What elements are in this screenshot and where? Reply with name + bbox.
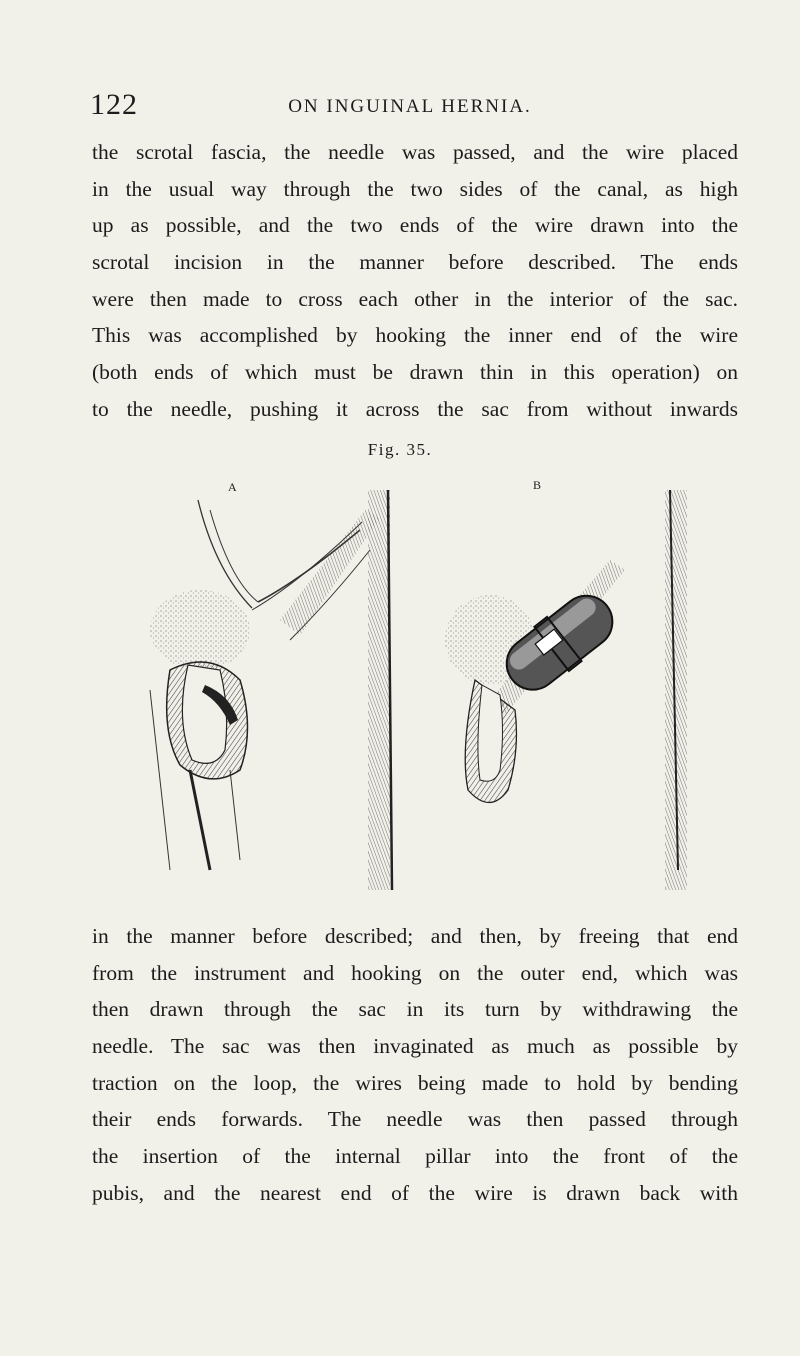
figure-caption: Fig. 35. — [367, 440, 433, 459]
text-line: in the usual way through the two sides of the canal, as high — [92, 176, 738, 201]
text-line: to the needle, pushing it across the sac from without inwards — [92, 396, 738, 421]
text-line: the insertion of the internal pillar into the front of the — [92, 1144, 738, 1169]
text-line: traction on the loop, the wires being made to hold by bending — [92, 1070, 738, 1095]
figure-label-b: B — [533, 478, 542, 492]
text-line: needle. The sac was then invaginated as much as possible by — [92, 1034, 738, 1059]
text-line: then drawn through the sac in its turn by withdrawing the — [92, 997, 738, 1022]
figure-label-a: A — [228, 480, 237, 494]
text-line: in the manner before described; and then, by freeing that end — [92, 924, 738, 948]
page-header — [90, 88, 730, 128]
text-line: (both ends of which must be drawn thin in this operation) on — [92, 360, 738, 385]
text-line: up as possible, and the two ends of the wire drawn into the — [92, 213, 738, 238]
text-line: pubis, and the nearest end of the wire is drawn back with — [92, 1180, 738, 1205]
illustration-drawing — [130, 470, 710, 900]
paragraph-top — [92, 134, 738, 428]
text-line: were then made to cross each other in the interior of the sac. — [92, 286, 738, 311]
anatomical-illustration — [130, 470, 710, 900]
text-line: This was accomplished by hooking the inner end of the wire — [92, 323, 738, 348]
running-head: ON INGUINAL HERNIA. — [288, 96, 532, 117]
paragraph-bottom — [92, 918, 738, 1212]
text-line: the scrotal fascia, the needle was passed, and the wire placed — [92, 140, 738, 164]
panel-b — [445, 490, 687, 890]
text-line: scrotal incision in the manner before described. The ends — [92, 250, 738, 275]
panel-a — [150, 490, 392, 890]
page-number: 122 — [90, 88, 138, 121]
text-line: their ends forwards. The needle was then passed through — [92, 1107, 738, 1132]
text-line: from the instrument and hooking on the outer end, which was — [92, 960, 738, 985]
